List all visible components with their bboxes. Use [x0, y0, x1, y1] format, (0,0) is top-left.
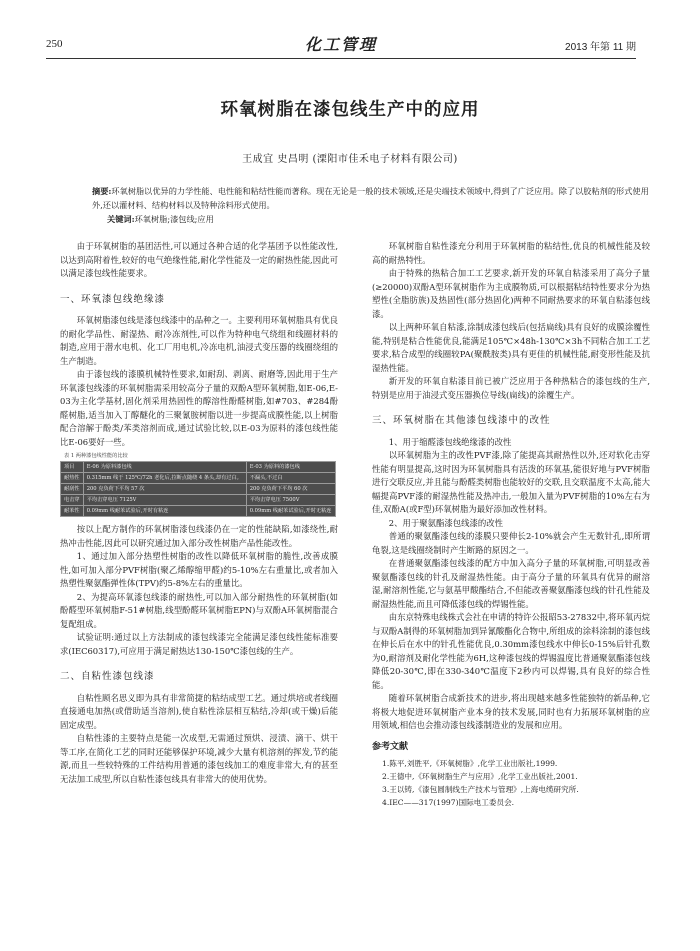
- section-heading: 二、自粘性漆包线漆: [60, 671, 155, 682]
- paragraph: 试验证明:通过以上方法制成的漆包线漆完全能满足漆包线性能标准要求(IEC60317),可应用于满足耐热达130-150℃漆包线的生产。: [60, 632, 338, 656]
- table-row: [61, 495, 336, 506]
- keywords: [107, 214, 214, 225]
- paragraph: 普通的聚氨酯漆包线的漆膜只要伸长2-10%就会产生无数针孔,即所谓龟裂,这是线圈绕制时产生断路的原因之一。: [372, 531, 650, 555]
- page-number: 250: [46, 38, 63, 50]
- paragraph: 新开发的环氧自粘漆目前已被广泛应用于各种热粘合的漆包线的生产,特别是应用于油浸式变压器换位导线(扁线)的涂覆生产。: [372, 376, 650, 400]
- table-cell: 不漏头,不过白: [246, 473, 335, 484]
- table-cell: 平均击穿电压 7500V: [246, 495, 335, 506]
- paragraph: 以上两种环氧自粘漆,涂制成漆包线后(包括扁线)具有良好的成膜涂覆性能,特别是粘合性能优良,能满足105℃×48h-130℃×3h不同粘合加工工艺要求,粘合成型的线圈较PA(聚酰胺类)具有更佳的机械性能,耐变形性能及抗湿热性能。: [372, 322, 650, 373]
- paragraph: 在普通聚氨酯漆包线漆的配方中加入高分子量的环氧树脂,可明显改善聚氨酯漆包线的针孔及耐湿热性能。由于高分子量的环氧具有优异的耐溶湿,耐溶剂性能,它与氨基甲酸酯结合,不但能改善聚氨酯漆包线的针孔性能及耐湿热性能,而且可降低漆包线的焊锡性能。: [372, 558, 650, 609]
- right-column: [372, 240, 650, 809]
- table-cell: 耐热性: [61, 473, 84, 484]
- paragraph: 由于特殊的热粘合加工工艺要求,新开发的环氧自粘漆采用了高分子量(≥20000)双酚A型环氧树脂作为主成膜物质,可以根据粘结特性要求分为热塑性(全脂肪族)及热固性(部分热固化)两种不同耐热要求的环氧自粘漆包线漆。: [372, 268, 650, 319]
- table-row: [61, 484, 336, 495]
- header-rule: [46, 58, 636, 59]
- paragraph: 自粘性顾名思义即为具有非常简捷的粘结成型工艺。通过烘培或者线圈直接通电加热(或借助适当溶剂),使自粘性涂层相互粘结,冷却(或干燥)后能固定成型。: [60, 692, 338, 730]
- journal-logo: 化工管理: [304, 35, 377, 54]
- paragraph: 由东京特殊电线株式会社在申请的特许公报昭53-27832中,将环氧丙烷与双酚A制得的环氧树脂加到异氰酸酯化合物中,所组成的涂料涂制的漆包线在伸长后在水中的针孔性能优良,0.30mm漆包线水中伸长0-15%后针孔数为0,耐溶剂及耐化学性能为6H,这种漆包线的焊锡温度比普通聚氨酯漆包线降低20-30℃,即在330-340℃温度下2秒内可以焊锡,具有良好的综合性能。: [372, 612, 650, 690]
- subsection-heading: 1、用于缩醛漆包线绝缘漆的改性: [388, 436, 512, 447]
- table-cell: 项目: [61, 462, 84, 473]
- paragraph: 环氧树脂漆包线是漆包线漆中的品种之一。主要利用环氧树脂具有优良的耐化学品性、耐湿热、耐冷冻剂性,可以作为特种电气绕组和线圈材料的制造,应用于潜水电机、化工厂用电机,冷冻电机,油浸式变压器的线圈绕组的生产制造。: [60, 315, 338, 366]
- paragraph: 由于环氧树脂的基团活性,可以通过各种合适的化学基团予以性能改性,以达到高附着性,较好的电气绝缘性能,耐化学性能及一定的耐热性能,因此可以满足漆包线性能要求。: [60, 241, 338, 278]
- paragraph: 随着环氧树脂合成新技术的进步,将出现越来越多性能独特的新品种,它将极大地促进环氧树脂产业本身的技术发展,同时也有力拓展环氧树脂的应用领域,相信也会推动漆包线漆制造业的发展和应用。: [372, 693, 650, 730]
- abstract: [92, 184, 652, 212]
- table-cell: 200 克负荷下平均 57 次: [83, 484, 246, 495]
- abstract-text: 环氧树脂以优异的力学性能、电性能和粘结性能而著称。现在无论是一般的技术领域,还是尖端技术领域中,得到了广泛应用。除了以胶粘剂的形式使用外,还以灌材料、结构材料以及特种涂料形式使用。: [92, 186, 649, 210]
- reference-item: 2.王德中,《环氧树脂生产与应用》,化学工业出版社,2001.: [382, 772, 578, 781]
- table-cell: 0.09mm 线耐苯试验后,开时有粘连: [83, 506, 246, 517]
- table-cell: 耐苯性: [61, 506, 84, 517]
- table-row: [61, 462, 336, 473]
- paragraph: 按以上配方制作的环氧树脂漆包线漆仍在一定的性能缺陷,如漆绕性,耐热冲击性能,因此可以研究通过加入部分改性树脂产品性能改性。: [60, 524, 338, 548]
- article-authors: 王成宜 史昌明 (溧阳市佳禾电子材料有限公司): [242, 154, 458, 165]
- table-caption: 表 1 两种漆包线性能的比较: [64, 453, 128, 459]
- paragraph: 环氧树脂自粘性漆充分利用于环氧树脂的粘结性,优良的机械性能及较高的耐热特性。: [372, 241, 650, 265]
- abstract-label: 摘要:: [92, 186, 112, 196]
- table-cell: E-06 为原料漆包线: [83, 462, 246, 473]
- page-header: [46, 36, 636, 56]
- paragraph: 2、为提高环氧漆包线漆的耐热性,可以加入部分耐热性的环氧树脂(如酚醛型环氧树脂F-51#树脂,线型酚醛环氧树脂EPN)与双酚A环氧树脂混合复配组成。: [60, 591, 338, 629]
- table-cell: 0.09mm 线耐苯试验后,开时无粘连: [246, 506, 335, 517]
- references-title: 参考文献: [372, 741, 409, 752]
- section-heading: 一、环氧漆包线绝缘漆: [60, 293, 166, 305]
- section-heading: 三、环氧树脂在其他漆包线漆中的改性: [372, 415, 551, 426]
- paragraph: 1、通过加入部分热塑性树脂的改性以降低环氧树脂的脆性,改善成膜性,如可加入部分PVF树脂(聚乙烯醇缩甲醛)约5-10%左右重量比,或者加入热塑性聚氨酯弹性体(TPV)约5-8%左右的重量比。: [60, 551, 338, 588]
- table-row: [61, 506, 336, 517]
- comparison-table: [60, 452, 336, 517]
- table-cell: 电击穿: [61, 495, 84, 506]
- subsection-heading: 2、用于聚氨酯漆包线漆的改性: [388, 517, 503, 528]
- table-cell: 平均击穿电压 7125V: [83, 495, 246, 506]
- issue-label: 2013 年第 11 期: [565, 42, 636, 53]
- keywords-label: 关键词:: [107, 214, 135, 224]
- table-cell: 耐刮性: [61, 484, 84, 495]
- reference-item: 4.IEC——317(1997)国际电工委员会.: [382, 798, 515, 807]
- paragraph: 自粘性漆的主要特点是能一次成型,无需通过预烘、浸渍、滴干、烘干等工序,在简化工艺的同时还能够保护环境,减少大量有机溶剂的挥发,节约能源,而且一些较特殊的工件结构用普通的漆包线加工的难度非常大,有的甚至无法加工成型,所以自粘性漆包线具有非常大的使用优势。: [60, 733, 338, 784]
- article-title: 环氧树脂在漆包线生产中的应用: [220, 100, 480, 120]
- left-column: [60, 240, 338, 786]
- reference-item: 3.王以铸,《漆包圆制线生产技术与管理》,上海电缆研究所.: [382, 785, 579, 794]
- paragraph: 由于漆包线的漆膜机械特性要求,如耐刮、剥离、耐磨等,因此用于生产环氧漆包线漆的环氧树脂需采用较高分子量的双酚A型环氧树脂,如E-06,E-03为主化学基材,固化剂采用热固性的醇溶性酚醛树脂,如#703、#284酚醛树脂,适当加入丁醇醚化的三聚氰胺树脂以进一步提高成膜性能,以上树脂配合溶解于酚类/苯类溶剂而成,通过试验比较,以E-03为原料的漆包线性能比E-06要好一些。: [60, 369, 338, 447]
- reference-item: 1.陈平,刘胜平,《环氧树脂》,化学工业出版社,1999.: [382, 759, 558, 768]
- keywords-text: 环氧树脂;漆包线;应用: [134, 214, 214, 224]
- table-cell: 0.315mm 线于 125℃/72h 老化后,拉断点随绕 4 条头,却有过白。: [83, 473, 246, 484]
- table-row: [61, 473, 336, 484]
- paragraph: 以环氧树脂为主的改性PVF漆,除了能提高其耐热性以外,还对软化击穿性能有明显提高,这时因为环氧树脂具有活泼的环氧基,能很好地与PVF树脂进行交联反应,并且能与酚醛类树脂也能较好的交联,且交联温度不太高,能大幅提高PVF漆的耐湿热性能及热冲击,一般加入量为PVF树脂的10%左右为佳,双酚A(或F型)环氧树脂为最好添加改性材料。: [372, 450, 650, 514]
- table-cell: E-03 为原料的漆包线: [246, 462, 335, 473]
- table-cell: 200 克负荷下平均 60 次: [246, 484, 335, 495]
